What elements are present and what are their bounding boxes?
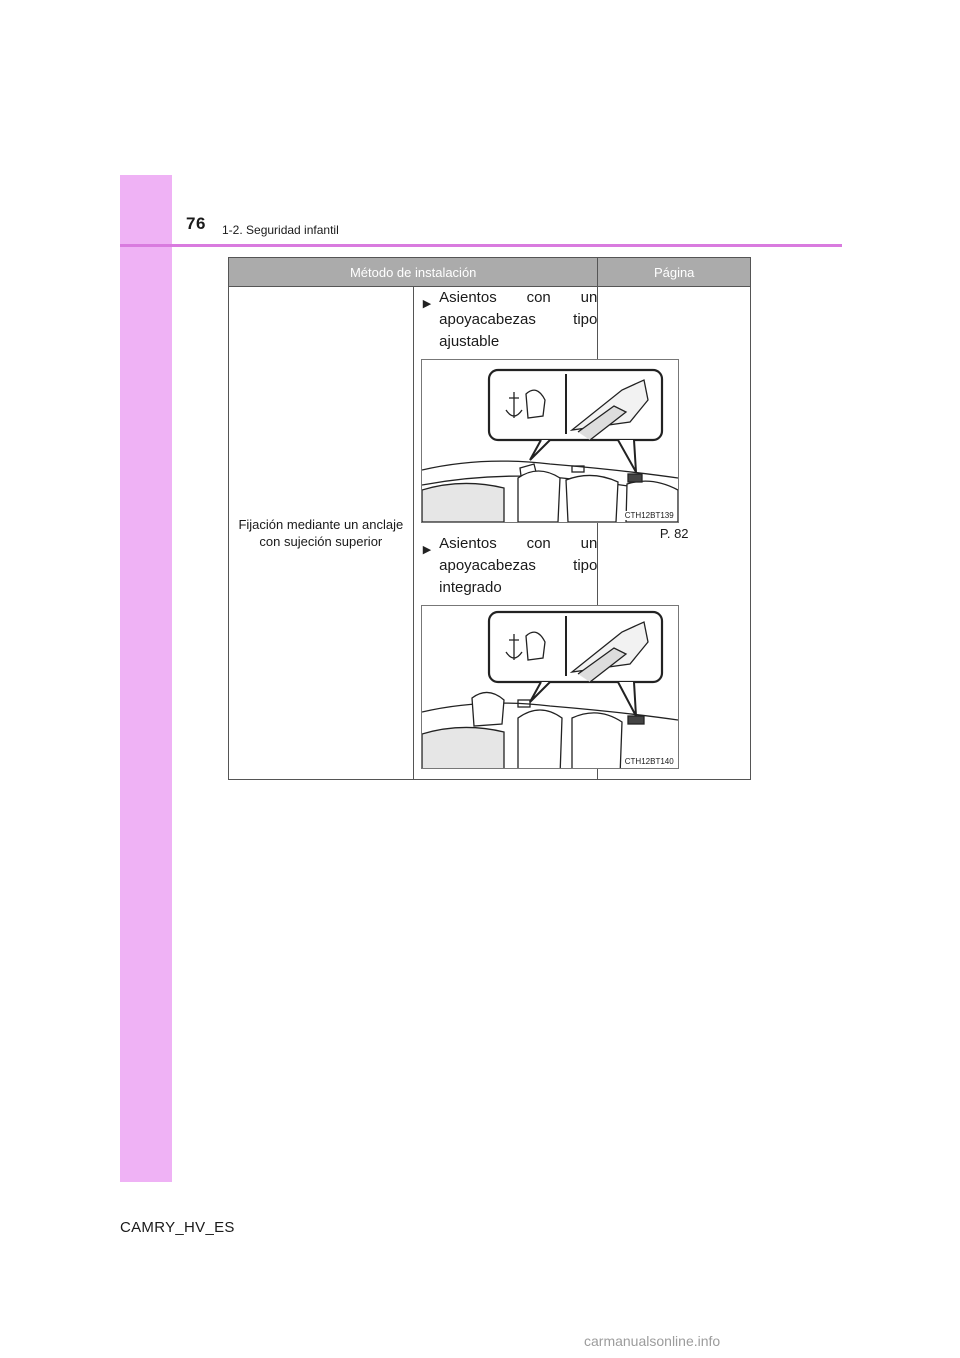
watermark: carmanualsonline.info: [584, 1333, 721, 1349]
bullet-triangle-icon: ▶: [422, 544, 432, 556]
table-row: [229, 287, 751, 780]
figure-code: CTH12BT140: [624, 757, 674, 766]
bullet-text: Asientos con un apoyacabezas tipo integrado: [439, 535, 598, 596]
bullet-item: [414, 287, 598, 353]
bullet-item: [414, 533, 598, 599]
figure-code: CTH12BT139: [624, 511, 674, 520]
header-page: Página: [598, 258, 751, 287]
illustration-integrated-headrest: [421, 605, 679, 769]
installation-table: [228, 257, 751, 780]
method-cell: Fijación mediante un anclaje con sujeción superior: [229, 287, 414, 780]
header-method: Método de instalación: [229, 258, 598, 287]
table-header-row: [229, 258, 751, 287]
page-number: 76: [186, 214, 206, 233]
side-bar: [120, 175, 172, 1182]
bullet-text: Asientos con un apoyacabezas tipo ajustable: [439, 289, 598, 350]
header-rule: [120, 244, 842, 247]
page-reference: P. 82: [598, 287, 751, 780]
seat-illustration: [422, 360, 678, 522]
footer-model-code: CAMRY_HV_ES: [120, 1219, 235, 1236]
bullet-triangle-icon: ▶: [422, 298, 432, 310]
section-title: 1-2. Seguridad infantil: [222, 223, 339, 237]
seat-illustration: [422, 606, 678, 769]
illustration-adjustable-headrest: [421, 359, 679, 523]
